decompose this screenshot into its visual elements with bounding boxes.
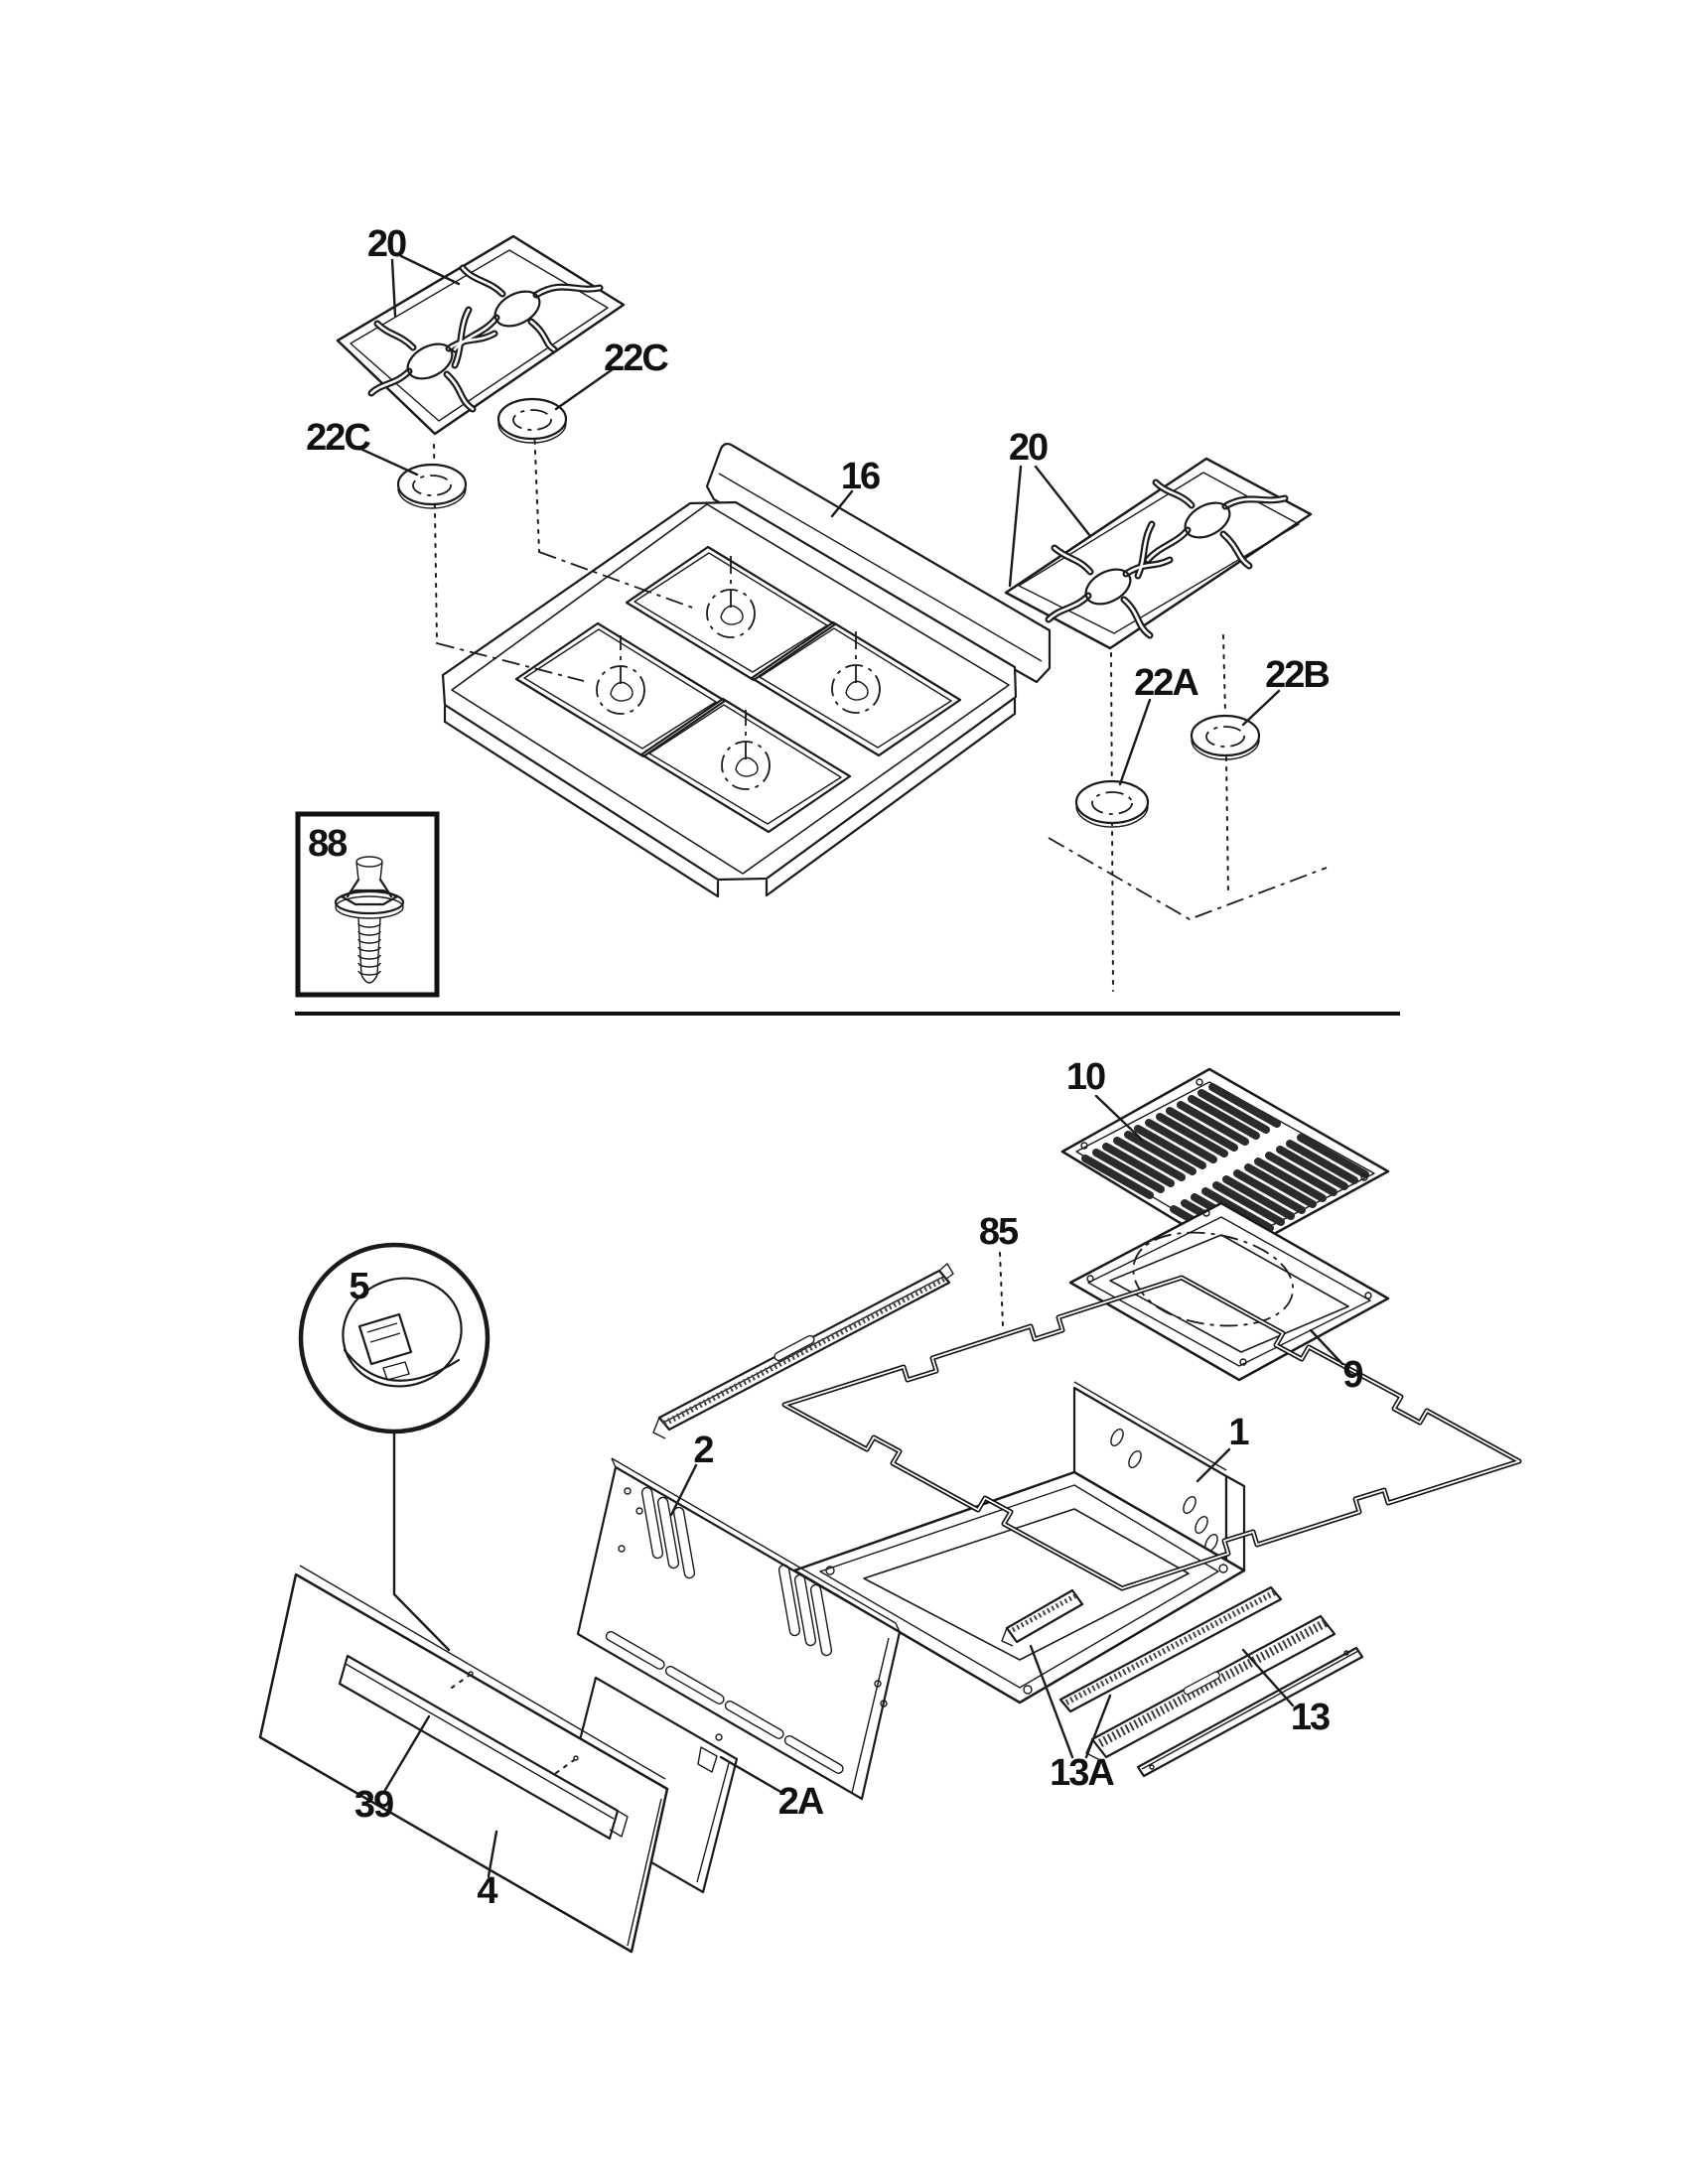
callout-39: 39: [353, 1784, 393, 1826]
burner-cap-22a: [1076, 781, 1148, 827]
callout-13: 13: [1290, 1697, 1330, 1738]
leader-5: [394, 1432, 449, 1650]
callout-22a: 22A: [1134, 662, 1197, 704]
burner-cap-22c-right: [498, 399, 566, 443]
callout-10: 10: [1065, 1056, 1105, 1098]
main-top: [443, 444, 1050, 896]
callout-5: 5: [349, 1266, 368, 1307]
callout-88: 88: [308, 823, 347, 865]
drawer-knob-detail: [301, 1245, 488, 1650]
callout-4: 4: [477, 1870, 496, 1912]
pan-back-flange: [1226, 1476, 1244, 1570]
callout-2: 2: [693, 1430, 713, 1471]
callout-circle: [301, 1245, 488, 1432]
callout-13a: 13A: [1050, 1752, 1113, 1794]
callout-22c-left: 22C: [306, 417, 369, 459]
igniter-screw: [336, 857, 403, 983]
callout-16: 16: [840, 456, 880, 497]
callout-9: 9: [1342, 1354, 1362, 1396]
grate-fingers: [1049, 482, 1285, 635]
burner-grate-left: [338, 236, 624, 434]
callout-2a: 2A: [777, 1781, 823, 1823]
callout-22b: 22B: [1265, 654, 1329, 696]
callout-20-right: 20: [1008, 427, 1048, 469]
callout-85: 85: [978, 1211, 1018, 1253]
callout-20-left: 20: [366, 223, 406, 265]
burner-cap-22b: [1192, 716, 1259, 759]
callout-22c-right: 22C: [604, 338, 667, 379]
broiler-pan: [1070, 1203, 1388, 1380]
callout-1: 1: [1228, 1412, 1248, 1453]
